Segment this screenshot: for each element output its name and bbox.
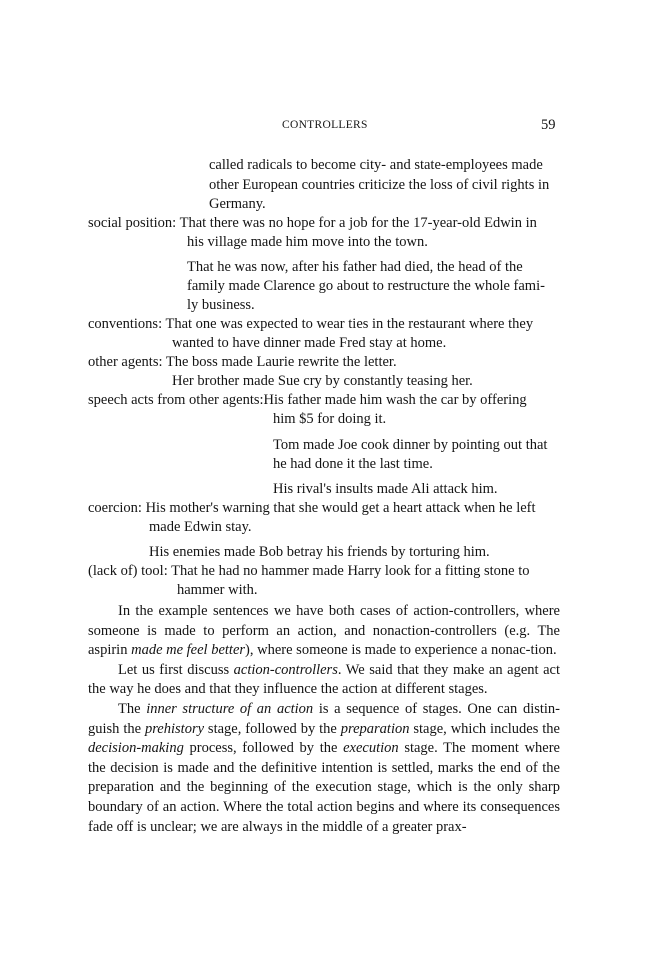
example-line: his village made him move into the town. <box>187 234 428 250</box>
example-line: him $5 for doing it. <box>273 411 387 427</box>
example-label: conventions: <box>88 316 163 332</box>
example-line: Tom made Joe cook dinner by pointing out that <box>273 437 548 453</box>
emphasis: made me feel better <box>131 642 246 659</box>
example-line: Her brother made Sue cry by constantly teasing her. <box>172 373 473 389</box>
running-head: CONTROLLERS <box>282 119 368 131</box>
example-row-conventions <box>88 315 533 335</box>
example-text: That one was expected to wear ties in the restaurant where they <box>165 316 534 332</box>
page-number: 59 <box>541 117 556 133</box>
emphasis: action-controllers <box>233 661 338 678</box>
example-row-speech-acts <box>88 391 527 411</box>
example-line: called radicals to become city- and state-employees made <box>209 157 543 173</box>
example-label: (lack of) tool: <box>88 563 168 579</box>
example-text: His mother's warning that she would get a heart attack when he left <box>145 500 536 516</box>
paragraph <box>88 700 560 837</box>
text-run: . We said that they make an agent act the way he does and that they influence the action at different stages. <box>88 661 561 698</box>
example-label: coercion: <box>88 500 142 516</box>
example-line: ly business. <box>187 297 255 313</box>
emphasis: preparation <box>340 720 410 737</box>
example-label: other agents: <box>88 354 163 370</box>
example-line: His rival's insults made Ali attack him. <box>273 481 498 497</box>
example-line: Germany. <box>209 196 266 212</box>
text-run: The <box>118 700 147 717</box>
text-run: process, followed by the <box>183 740 344 757</box>
text-run: stage, followed by the <box>204 720 341 737</box>
example-line: That he was now, after his father had died, the head of the <box>187 259 523 275</box>
text-run: stage. The moment where the decision is made and the definitive intention is settled, marks the end of the preparation and the beginning of the execution stage, which is the only sharp boundary of an action. Where the total action begins and where its consequences fade off is unclear; we are always in the middle of a greater prax- <box>88 740 560 835</box>
example-row-other-agents <box>88 353 397 373</box>
text-run: ), where someone is made to experience a nonac-tion. <box>245 642 557 659</box>
example-text: His father made him wash the car by offering <box>263 392 527 408</box>
example-line: hammer with. <box>177 582 258 598</box>
example-line: made Edwin stay. <box>149 519 252 535</box>
emphasis: execution <box>343 740 399 757</box>
emphasis: decision-making <box>88 740 184 757</box>
example-line: he had done it the last time. <box>273 456 433 472</box>
paragraph <box>88 661 560 700</box>
paragraph <box>88 602 560 661</box>
example-line: His enemies made Bob betray his friends by torturing him. <box>149 544 490 560</box>
example-label: social position: <box>88 215 177 231</box>
text-run: stage, which includes the <box>409 720 560 737</box>
emphasis: inner structure of an action <box>146 700 314 717</box>
example-line: wanted to have dinner made Fred stay at home. <box>172 335 447 351</box>
example-text: That there was no hope for a job for the 17-year-old Edwin in <box>179 215 537 231</box>
example-text: That he had no hammer made Harry look for a fitting stone to <box>171 563 530 579</box>
example-text: The boss made Laurie rewrite the letter. <box>165 354 397 370</box>
example-line: family made Clarence go about to restructure the whole fami- <box>187 278 545 294</box>
text-run: In the example sentences we have both cases of action-controllers, where someone is made to perform an action, and nonaction-controllers (e.g. The aspirin <box>88 603 560 659</box>
example-row-lack-of-tool <box>88 562 529 582</box>
example-line: other European countries criticize the loss of civil rights in <box>209 177 550 193</box>
example-label: speech acts from other agents: <box>88 392 264 408</box>
body-text <box>88 602 560 837</box>
text-run: Let us first discuss <box>118 661 234 678</box>
emphasis: prehistory <box>144 720 205 737</box>
example-row-coercion <box>88 499 536 519</box>
text-run: is a sequence of stages. One can distin-guish the <box>88 700 561 737</box>
example-row-social-position <box>88 214 537 234</box>
